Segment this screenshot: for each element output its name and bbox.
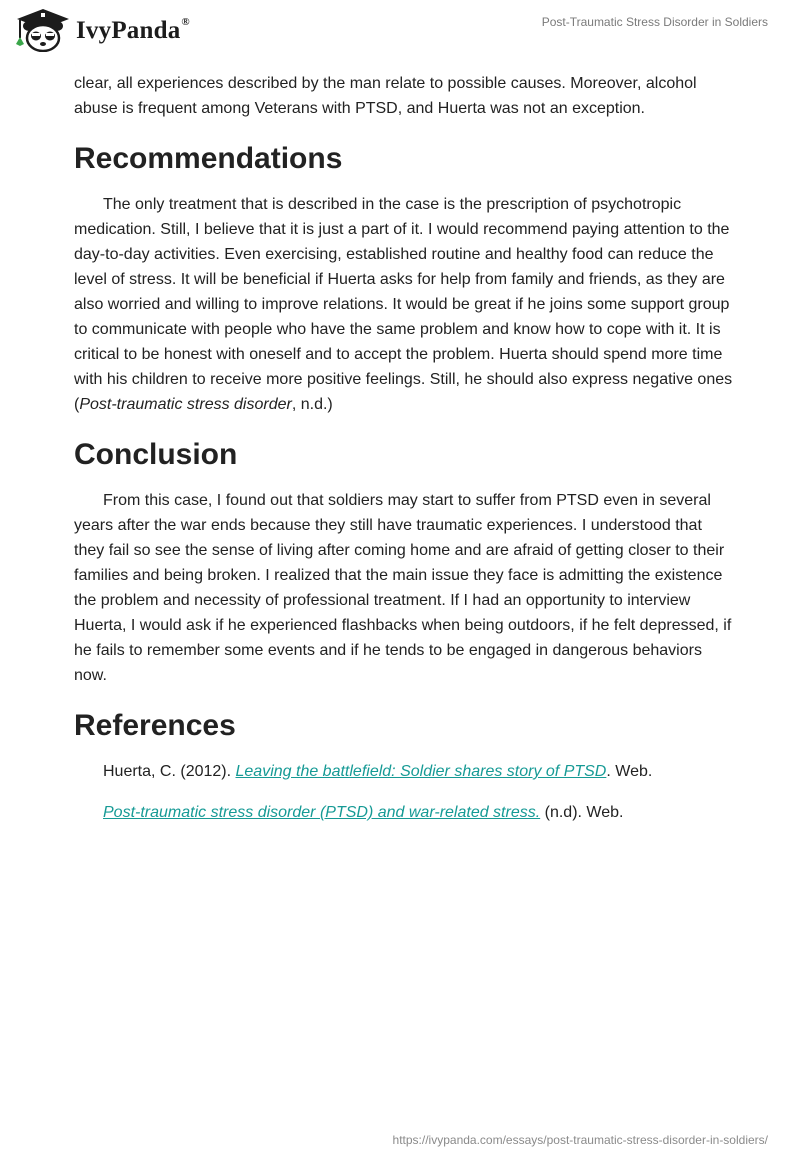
- page-header: [0, 0, 800, 70]
- recommendations-paragraph: The only treatment that is described in the case is the prescription of psychotropic medication. Still, I believe that it is just a part of it. I would recommend paying attention to the day-to-day activities. Even exercising, established routine and healthy food can reduce the level of stress. It will be beneficial if Huerta asks for help from family and friends, as they are also worried and willing to improve relations. It would be great if he joins some support group to communicate with people who have the same problem and know how to cope with it. It is critical to be honest with oneself and to accept the problem. Huerta should spend more time with his children to receive more positive feelings. Still, he should also express negative ones (Post-traumatic stress disorder, n.d.): [74, 196, 733, 413]
- reference-link[interactable]: Post-traumatic stress disorder (PTSD) and war-related stress.: [103, 804, 541, 821]
- intro-paragraph: clear, all experiences described by the man relate to possible causes. Moreover, alcohol abuse is frequent among Veterans with PTSD, and Huerta was not an exception.: [74, 75, 697, 117]
- reference-item: Huerta, C. (2012). Leaving the battlefield: Soldier shares story of PTSD. Web.: [103, 763, 653, 780]
- reference-link[interactable]: Leaving the battlefield: Soldier shares story of PTSD: [235, 763, 607, 780]
- brand-name: IvyPanda®: [76, 15, 190, 44]
- reference-item: Post-traumatic stress disorder (PTSD) and war-related stress. (n.d). Web.: [103, 804, 624, 821]
- recommendations-heading: Recommendations: [74, 142, 343, 175]
- footer-url[interactable]: https://ivypanda.com/essays/post-traumatic-stress-disorder-in-soldiers/: [392, 1133, 768, 1147]
- ivypanda-logo[interactable]: [14, 8, 190, 52]
- document-title: Post-Traumatic Stress Disorder in Soldiers: [541, 15, 768, 29]
- panda-graduate-icon: [14, 8, 72, 52]
- conclusion-paragraph: From this case, I found out that soldiers may start to suffer from PTSD even in several years after the war ends because they still have traumatic experiences. I understood that they fail so see the sense of living after coming home and are afraid of getting closer to their families and being broken. I realized that the main issue they face is admitting the existence the problem and necessity of professional treatment. If I had an opportunity to interview Huerta, I would ask if he experienced flashbacks when being outdoors, if he felt depressed, if he fails to remember some events and if he tends to be engaged in dangerous behaviors now.: [74, 492, 732, 684]
- citation-title: Post-traumatic stress disorder: [79, 396, 292, 413]
- registered-mark: ®: [181, 15, 190, 28]
- essay-content: [74, 71, 734, 825]
- references-heading: References: [74, 709, 236, 742]
- conclusion-heading: Conclusion: [74, 438, 238, 471]
